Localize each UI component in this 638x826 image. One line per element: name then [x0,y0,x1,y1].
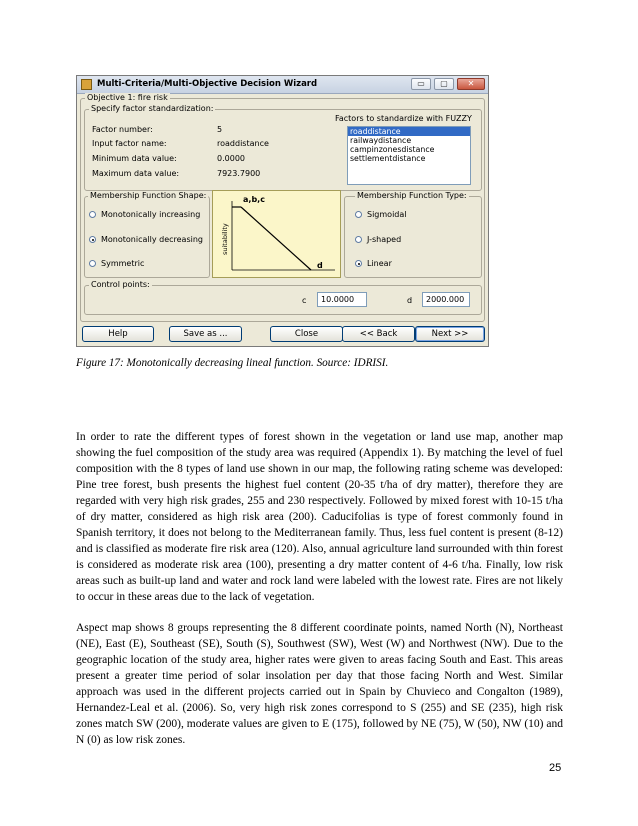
page-number: 25 [549,762,562,774]
radio-button[interactable] [355,211,362,218]
input-factor-value: roaddistance [217,139,269,148]
radio-button-selected[interactable] [355,260,362,267]
d-input[interactable]: 2000.000 [422,292,470,307]
graph-bottom-label: d [317,261,323,270]
min-data-value: 0.0000 [217,154,245,163]
dialog-titlebar [77,76,488,94]
list-item[interactable]: roaddistance [348,127,470,136]
c-input[interactable]: 10.0000 [317,292,367,307]
next-button[interactable]: Next >> [415,326,485,342]
objective-legend: Objective 1: fire risk [87,93,168,102]
app-icon [81,79,92,90]
d-label: d [407,296,413,305]
maximize-button[interactable]: ▢ [434,78,454,90]
list-item[interactable]: railwaydistance [350,136,412,145]
radio-j-shaped[interactable]: J-shaped [355,235,401,244]
paragraph-fuel-composition: In order to rate the different types of forest shown in the vegetation or land use map, another map showing the fuel composition of the study area was required (Appendix 1). By matching the level of fuel composition with the 8 types of land use shown in our map, the following rating scheme was developed: Pine tree forest, bush presents the highest fuel content (20-35 t/ha of dry matter), therefore they are regarded with very high risk grades, 255 and 230 respectively. Followed by mixed forest with 10-15 t/ha of dry matter, considered as high risk area (200). Caducifolias is type of forest commonly found in Spanish territory, it does not belong to the Mediterranean family. Thus, less fuel content is present (8-12) and is classified as moderate fire risk area (120). Also, annual agriculture land surrounded with thin forest is considered as moderate risk area (100), presenting a dry matter content of 4-6 t/ha. Finally, low risk areas such as built-up land and water and rock land were labeled with the lowest rate. Fires are not likely to occur in these areas due to the lack of vegetation. [76,431,563,603]
max-data-value: 7923.7900 [217,169,261,178]
membership-function-graph [212,190,341,278]
decision-wizard-dialog [76,75,489,347]
input-factor-label: Input factor name: [92,139,167,148]
c-label: c [302,296,307,305]
figure-caption: Figure 17: Monotonically decreasing lineal function. Source: IDRISI. [76,357,389,369]
radio-monotonically-increasing[interactable]: Monotonically increasing [89,210,200,219]
curve-decline [241,207,311,270]
min-data-label: Minimum data value: [92,154,177,163]
fuzzy-factors-list[interactable] [347,126,471,185]
paragraph-aspect-map: Aspect map shows 8 groups representing the 8 different coordinate points, named North (N), Northeast (NE), East (E), Southeast (SE), South (S), Southwest (SW), West (W) and Northwest (NW). Due to the geographic location of the study area, higher rates were given to areas facing South and East. This areas present a greater time period of solar insolation per day that those facing North and West. Similar approach was used in the different projects carried out in Spain by Chuvieco and Congalton (1989), Hernandez-Leal et al. (2006). So, very high risk zones correspond to S (255) and SE (235), high risk zones match SW (200), moderate values are given to E (175), followed by NE (75), W (50), NW (10) and N (0) as low risk zones. [76,622,563,746]
fuzzy-list-label: Factors to standardize with FUZZY [335,114,472,123]
radio-symmetric[interactable]: Symmetric [89,259,144,268]
graph-y-label: suitability [221,223,229,255]
max-data-label: Maximum data value: [92,169,180,178]
help-button[interactable]: Help [82,326,154,342]
back-button[interactable]: << Back [342,326,415,342]
close-button[interactable]: Close [270,326,343,342]
graph-top-label: a,b,c [243,195,265,204]
standardization-legend: Specify factor standardization: [91,104,214,113]
radio-monotonically-decreasing[interactable]: Monotonically decreasing [89,235,203,244]
save-as-button[interactable]: Save as ... [169,326,242,342]
list-item[interactable]: campinzonesdistance [350,145,435,154]
radio-linear[interactable]: Linear [355,259,392,268]
radio-button[interactable] [355,236,362,243]
dialog-title: Multi-Criteria/Multi-Objective Decision Wizard [97,79,318,89]
membership-curve-svg [213,191,340,277]
radio-button[interactable] [89,211,96,218]
list-item[interactable]: settlementdistance [350,154,426,163]
factor-number-label: Factor number: [92,125,153,134]
factor-number-value: 5 [217,125,223,134]
radio-button[interactable] [89,260,96,267]
radio-button-selected[interactable] [89,236,96,243]
close-window-button[interactable]: ✕ [457,78,485,90]
type-legend: Membership Function Type: [357,191,467,200]
minimize-button[interactable]: ▭ [411,78,431,90]
radio-sigmoidal[interactable]: Sigmoidal [355,210,407,219]
shape-legend: Membership Function Shape: [90,191,207,200]
control-points-legend: Control points: [91,280,150,289]
